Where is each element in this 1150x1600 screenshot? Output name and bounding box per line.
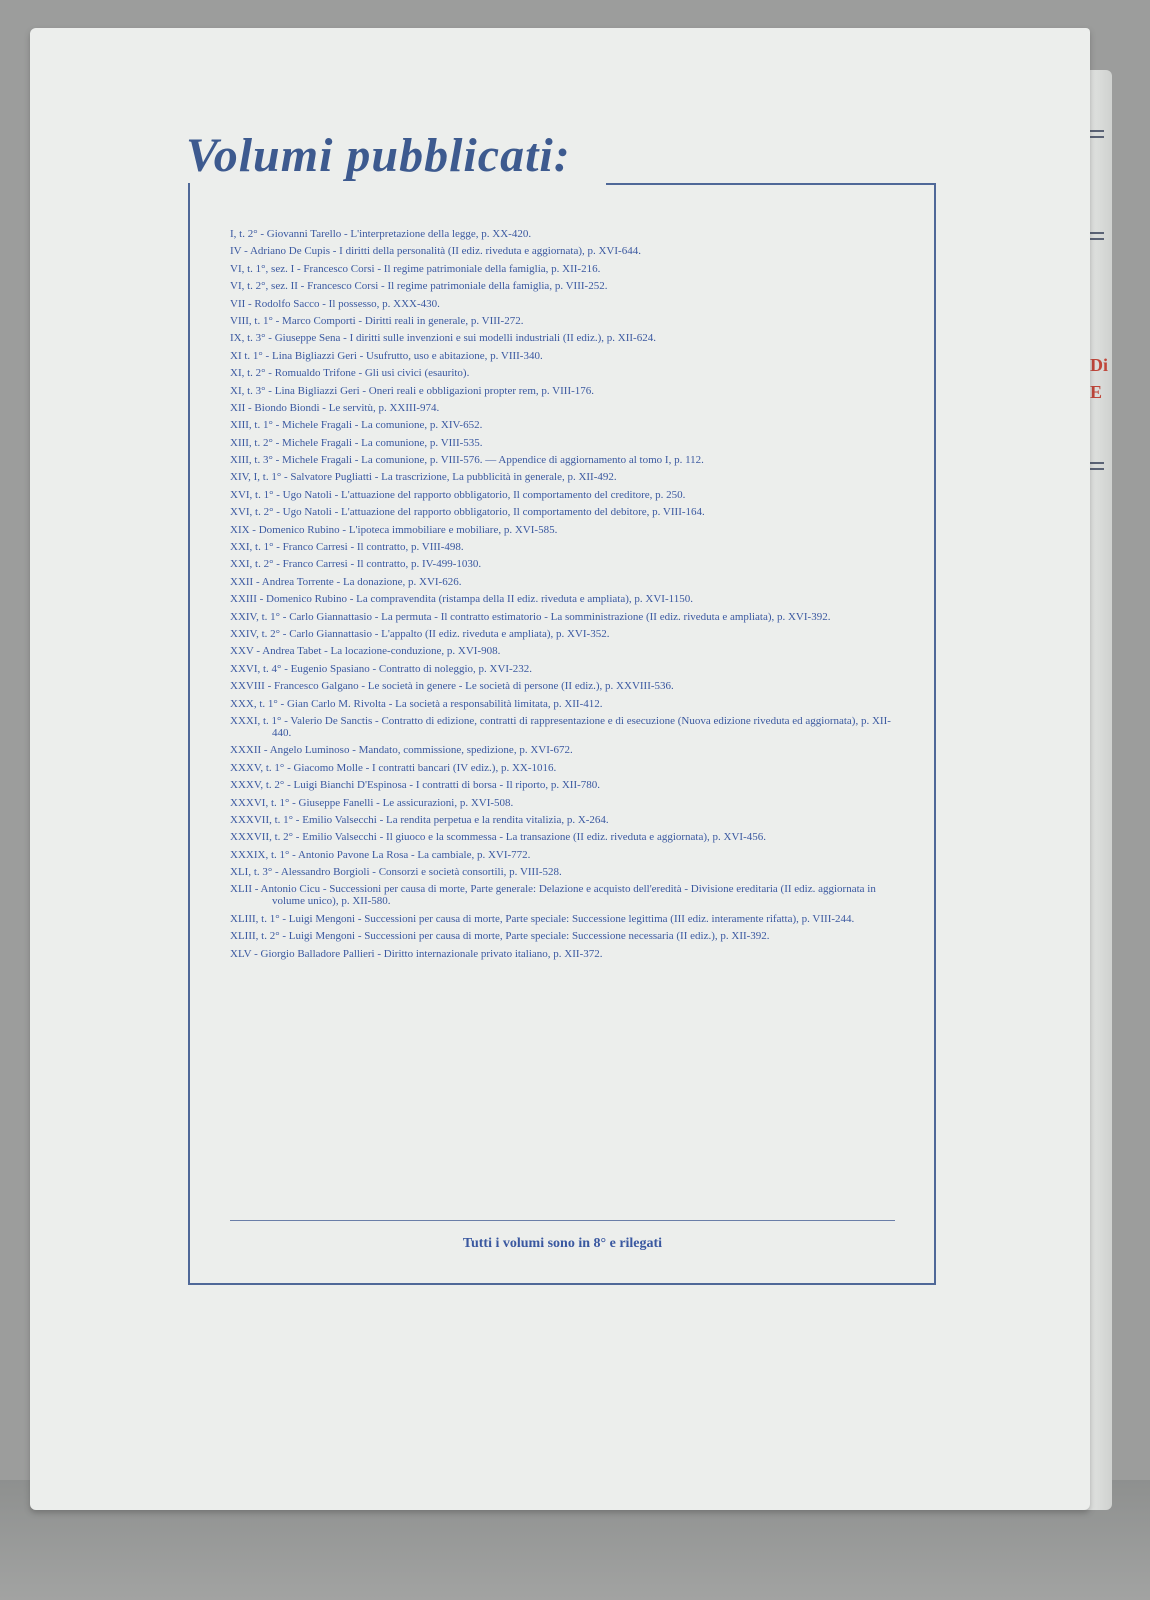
volume-entry: XLII - Antonio Cicu - Successioni per causa di morte, Parte generale: Delazione e acquisto dell'eredità - Divisione ereditaria (II ediz. aggiornata in volume unico), p. XII-580. (230, 883, 876, 908)
volume-entry: XXX, t. 1° - Gian Carlo M. Rivolta - La società a responsabilità limitata, p. XII-412. (230, 697, 603, 710)
volume-entry: XIX - Domenico Rubino - L'ipoteca immobiliare e mobiliare, p. XVI-585. (230, 523, 558, 536)
volume-entry: VII - Rodolfo Sacco - Il possesso, p. XXX-430. (230, 297, 440, 310)
volume-entry: VI, t. 2°, sez. II - Francesco Corsi - Il regime patrimoniale della famiglia, p. VIII-252. (230, 280, 608, 293)
volume-entry: XLIII, t. 1° - Luigi Mengoni - Successioni per causa di morte, Parte speciale: Successione legittima (III ediz. interamente rifatta), p. VIII-244. (230, 912, 855, 925)
spine-red-text: E (1090, 382, 1103, 402)
volumes-list (230, 228, 895, 965)
volume-entry: XXIV, t. 2° - Carlo Giannattasio - L'appalto (II ediz. riveduta e ampliata), p. XVI-352. (230, 627, 610, 640)
volume-entry: XXI, t. 2° - Franco Carresi - Il contratto, p. IV-499-1030. (230, 558, 482, 571)
footer-note: Tutti i volumi sono in 8° e rilegati (462, 1236, 663, 1251)
volume-entry: VIII, t. 1° - Marco Comporti - Diritti reali in generale, p. VIII-272. (230, 314, 524, 327)
volume-entry: XI, t. 3° - Lina Bigliazzi Geri - Oneri reali e obbligazioni propter rem, p. VIII-176. (230, 384, 595, 397)
volume-entry: XXV - Andrea Tabet - La locazione-conduzione, p. XVI-908. (230, 645, 501, 658)
volume-entry: XXI, t. 1° - Franco Carresi - Il contratto, p. VIII-498. (230, 541, 464, 554)
frame-top-rule (606, 183, 934, 185)
volume-entry: XXXV, t. 1° - Giacomo Molle - I contratti bancari (IV ediz.), p. XX-1016. (230, 761, 557, 774)
volume-entry: XXXI, t. 1° - Valerio De Sanctis - Contratto di edizione, contratti di rappresentazione e di esecuzione (Nuova edizione riveduta ed aggiornata), p. XII-440. (230, 714, 891, 739)
volume-entry: IV - Adriano De Cupis - I diritti della personalità (II ediz. riveduta e aggiornata), p. XVI-644. (230, 245, 641, 258)
volume-entry: IX, t. 3° - Giuseppe Sena - I diritti sulle invenzioni e sui modelli industriali (II ediz.), p. XII-624. (230, 332, 656, 345)
footer-rule (230, 1220, 895, 1221)
volume-entry: VI, t. 1°, sez. I - Francesco Corsi - Il regime patrimoniale della famiglia, p. XII-216. (230, 262, 601, 275)
volume-entry: XXXV, t. 2° - Luigi Bianchi D'Espinosa - I contratti di borsa - Il riporto, p. XII-780. (230, 779, 601, 792)
volume-entry: XXXVII, t. 2° - Emilio Valsecchi - Il giuoco e la scommessa - La transazione (II ediz. riveduta e aggiornata), p. XVI-456. (230, 831, 766, 844)
spine-red-text: Di (1090, 355, 1108, 375)
volume-entry: I, t. 2° - Giovanni Tarello - L'interpretazione della legge, p. XX-420. (230, 228, 532, 240)
volume-entry: XVI, t. 1° - Ugo Natoli - L'attuazione del rapporto obbligatorio, Il comportamento del creditore, p. 250. (230, 488, 686, 501)
volume-entry: XIII, t. 2° - Michele Fragali - La comunione, p. VIII-535. (230, 436, 483, 449)
volume-entry: XIII, t. 3° - Michele Fragali - La comunione, p. VIII-576. — Appendice di aggiornamento al tomo I, p. 112. (230, 454, 704, 467)
volume-entry: XVI, t. 2° - Ugo Natoli - L'attuazione del rapporto obbligatorio, Il comportamento del debitore, p. VIII-164. (230, 506, 705, 519)
volume-entry: XXVI, t. 4° - Eugenio Spasiano - Contratto di noleggio, p. XVI-232. (230, 662, 532, 675)
volume-entry: XI, t. 2° - Romualdo Trifone - Gli usi civici (esaurito). (230, 367, 470, 380)
cover-title: Volumi pubblicati: (186, 129, 571, 182)
volume-entry: XLV - Giorgio Balladore Pallieri - Diritto internazionale privato italiano, p. XII-372. (230, 947, 603, 960)
volume-entry: XXXVII, t. 1° - Emilio Valsecchi - La rendita perpetua e la rendita vitalizia, p. X-264. (230, 813, 609, 826)
volume-entry: XLIII, t. 2° - Luigi Mengoni - Successioni per causa di morte, Parte speciale: Successione necessaria (II ediz.), p. XII-392. (230, 930, 770, 943)
volume-entry: XIII, t. 1° - Michele Fragali - La comunione, p. XIV-652. (230, 419, 483, 432)
volume-entry: XXIV, t. 1° - Carlo Giannattasio - La permuta - Il contratto estimatorio - La somministrazione (II ediz. riveduta e ampliata), p. XVI-392. (230, 610, 831, 623)
volume-entry: XII - Biondo Biondi - Le servitù, p. XXIII-974. (230, 401, 440, 414)
volume-entry: XXXIX, t. 1° - Antonio Pavone La Rosa - La cambiale, p. XVI-772. (230, 848, 531, 861)
volume-entry: XXXVI, t. 1° - Giuseppe Fanelli - Le assicurazioni, p. XVI-508. (230, 796, 514, 809)
volume-entry: XXXII - Angelo Luminoso - Mandato, commissione, spedizione, p. XVI-672. (230, 744, 573, 757)
volume-entry: XXIII - Domenico Rubino - La compravendita (ristampa della II ediz. riveduta e ampliata), p. XVI-1150. (230, 593, 693, 606)
volume-entry: XIV, I, t. 1° - Salvatore Pugliatti - La trascrizione, La pubblicità in generale, p. XII-492. (230, 471, 617, 484)
volume-entry: XXII - Andrea Torrente - La donazione, p. XVI-626. (230, 575, 462, 588)
volume-entry: XXVIII - Francesco Galgano - Le società in genere - Le società di persone (II ediz.), p. XXVIII-536. (230, 680, 674, 693)
volume-entry: XI t. 1° - Lina Bigliazzi Geri - Usufrutto, uso e abitazione, p. VIII-340. (230, 349, 543, 362)
volume-entry: XLI, t. 3° - Alessandro Borgioli - Consorzi e società consortili, p. VIII-528. (230, 866, 562, 879)
